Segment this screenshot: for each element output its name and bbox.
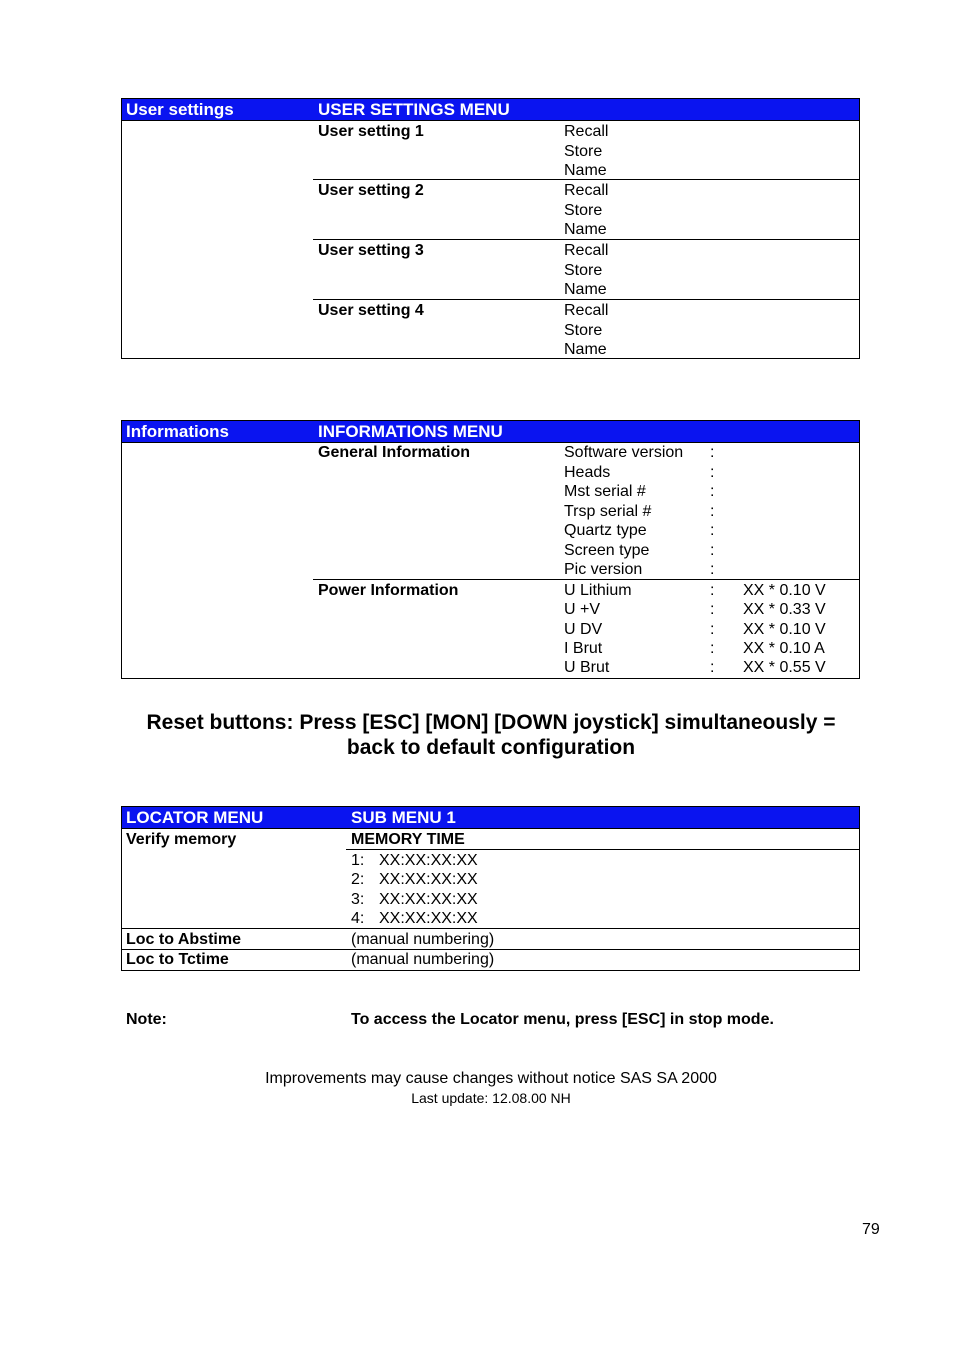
- verify-memory-label: Verify memory: [126, 831, 237, 848]
- memory-time-label: MEMORY TIME: [351, 831, 465, 848]
- power-row-label: U Lithium: [564, 582, 632, 599]
- info-row-separator: :: [710, 522, 715, 539]
- user-setting-option: Recall: [564, 182, 609, 199]
- footer: [0, 1069, 954, 1107]
- divider: [346, 849, 859, 850]
- divider: [313, 179, 859, 180]
- user-settings-table: [121, 98, 860, 359]
- loc-to-abstime-value: (manual numbering): [351, 931, 495, 948]
- info-row-label: Software version: [564, 444, 684, 461]
- info-row-separator: :: [710, 561, 715, 578]
- user-setting-option: Store: [564, 201, 603, 219]
- memory-row-number: 4:: [351, 909, 365, 927]
- user-setting-option: Store: [564, 261, 603, 279]
- user-setting-label: User setting 4: [318, 302, 424, 319]
- info-row-separator: :: [710, 444, 715, 461]
- info-row-label: Quartz type: [564, 522, 647, 539]
- power-row-value: XX * 0.10 V: [743, 620, 826, 638]
- memory-row-value: XX:XX:XX:XX: [379, 852, 478, 869]
- info-row-separator: :: [710, 502, 715, 520]
- memory-row-value: XX:XX:XX:XX: [379, 909, 478, 927]
- user-setting-option: Store: [564, 321, 603, 339]
- power-information-label: Power Information: [318, 582, 459, 599]
- user-setting-label: User setting 1: [318, 123, 424, 140]
- power-row-value: XX * 0.33 V: [743, 601, 826, 619]
- note-label: Note:: [126, 1011, 167, 1028]
- informations-left-header: Informations: [126, 422, 229, 441]
- info-row-label: Screen type: [564, 541, 650, 559]
- power-row-separator: :: [710, 639, 715, 657]
- divider: [122, 442, 859, 443]
- power-row-label: I Brut: [564, 639, 603, 657]
- memory-row-number: 1:: [351, 852, 365, 869]
- power-row-value: XX * 0.10 A: [743, 639, 825, 657]
- divider: [122, 828, 859, 829]
- divider: [313, 579, 859, 580]
- loc-to-tctime-value: (manual numbering): [351, 951, 495, 968]
- informations-right-header: INFORMATIONS MENU: [318, 422, 503, 441]
- memory-row-value: XX:XX:XX:XX: [379, 871, 478, 889]
- divider: [313, 239, 859, 240]
- note-text: To access the Locator menu, press [ESC] in stop mode.: [351, 1011, 774, 1028]
- page-number: 79: [862, 1221, 880, 1238]
- memory-row-number: 3:: [351, 890, 365, 908]
- reset-heading-line2: back to default configuration: [346, 736, 636, 759]
- memory-row-value: XX:XX:XX:XX: [379, 890, 478, 908]
- user-settings-left-header: User settings: [126, 100, 234, 119]
- reset-heading: [0, 710, 954, 760]
- info-row-label: Heads: [564, 463, 611, 481]
- divider: [122, 928, 859, 929]
- info-row-separator: :: [710, 483, 715, 500]
- user-setting-option: Recall: [564, 302, 609, 319]
- user-setting-option: Name: [564, 221, 607, 238]
- locator-left-header: LOCATOR MENU: [126, 808, 264, 827]
- power-row-separator: :: [710, 659, 715, 677]
- user-settings-right-header: USER SETTINGS MENU: [318, 100, 510, 119]
- footer-line1: Improvements may cause changes without notice SAS SA 2000: [265, 1070, 717, 1087]
- power-row-separator: :: [710, 620, 715, 638]
- power-row-value: XX * 0.55 V: [743, 659, 826, 677]
- power-row-separator: :: [710, 601, 715, 619]
- power-row-label: U Brut: [564, 659, 610, 677]
- divider: [122, 120, 859, 121]
- info-row-label: Trsp serial #: [564, 502, 652, 520]
- user-setting-label: User setting 3: [318, 242, 424, 259]
- user-setting-option: Name: [564, 162, 607, 179]
- info-row-label: Pic version: [564, 561, 643, 578]
- power-row-value: XX * 0.10 V: [743, 582, 826, 599]
- info-row-label: Mst serial #: [564, 483, 646, 500]
- loc-to-abstime-label: Loc to Abstime: [126, 931, 241, 948]
- general-information-label: General Information: [318, 444, 471, 461]
- power-row-label: U +V: [564, 601, 601, 619]
- info-row-separator: :: [710, 463, 715, 481]
- user-setting-option: Name: [564, 281, 607, 298]
- info-row-separator: :: [710, 541, 715, 559]
- user-setting-option: Recall: [564, 242, 609, 259]
- memory-row-number: 2:: [351, 871, 365, 889]
- footer-line2: Last update: 12.08.00 NH: [411, 1090, 571, 1106]
- loc-to-tctime-label: Loc to Tctime: [126, 951, 229, 968]
- power-row-separator: :: [710, 582, 715, 599]
- power-row-label: U DV: [564, 620, 603, 638]
- reset-heading-line1: Reset buttons: Press [ESC] [MON] [DOWN joystick] simultaneously =: [146, 711, 836, 734]
- user-setting-option: Recall: [564, 123, 609, 140]
- user-setting-label: User setting 2: [318, 182, 424, 199]
- locator-right-header: SUB MENU 1: [351, 808, 456, 827]
- user-setting-option: Name: [564, 341, 607, 358]
- user-setting-option: Store: [564, 142, 603, 160]
- divider: [313, 299, 859, 300]
